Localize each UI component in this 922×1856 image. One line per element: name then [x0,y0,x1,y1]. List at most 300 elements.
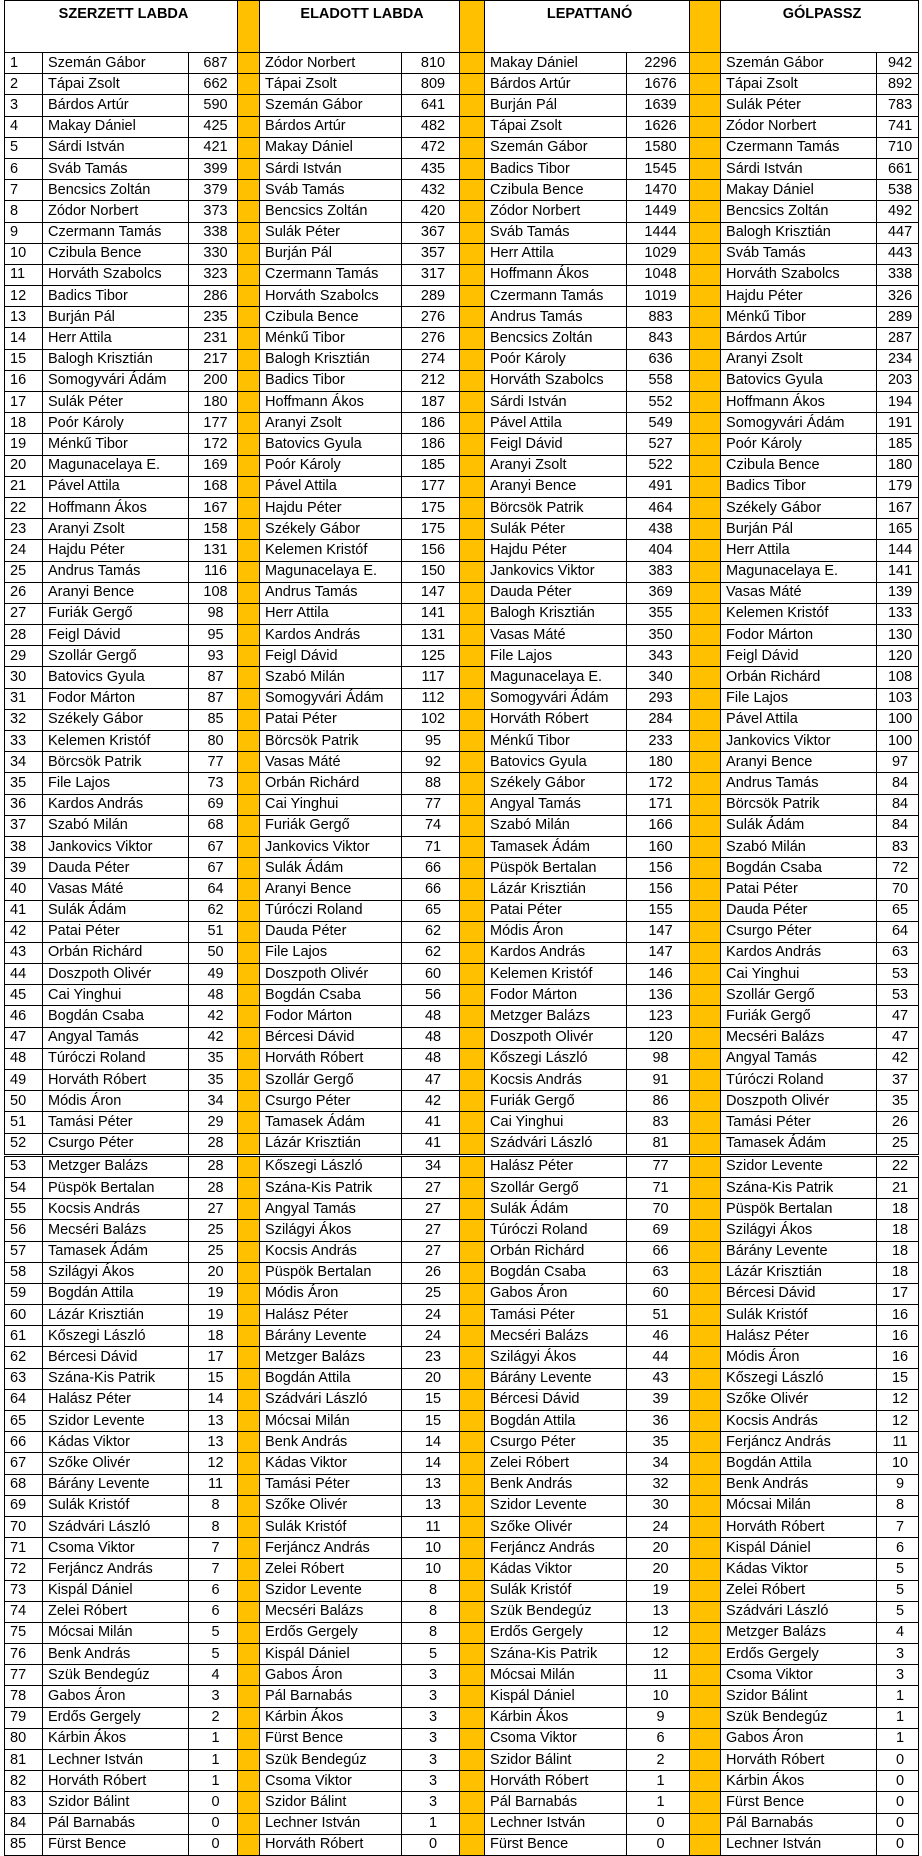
lepattano-value-cell: 383 [627,561,690,582]
column-separator [238,1771,260,1792]
column-separator [690,582,721,603]
table-row [5,1155,919,1177]
table-row [5,1686,919,1707]
szerzett-name-cell: Lechner István [43,1750,189,1771]
column-separator [460,158,485,179]
column-separator [460,900,485,921]
eladott-name-cell: Andrus Tamás [260,582,402,603]
eladott-value-cell: 15 [402,1411,460,1432]
table-row [5,1601,919,1622]
column-separator [460,1027,485,1048]
column-separator [238,1750,260,1771]
column-separator [690,1453,721,1474]
golpassz-name-cell: Balogh Krisztián [721,222,877,243]
szerzett-value-cell: 0 [189,1834,238,1855]
szerzett-name-cell: Sulák Kristóf [43,1495,189,1516]
column-separator [460,667,485,688]
column-separator [238,53,260,74]
rank-cell: 81 [5,1750,43,1771]
eladott-value-cell: 357 [402,243,460,264]
rank-cell: 35 [5,773,43,794]
rank-cell: 21 [5,476,43,497]
szerzett-name-cell: Andrus Tamás [43,561,189,582]
column-separator [460,1665,485,1686]
column-separator [238,1006,260,1027]
column-separator [238,561,260,582]
golpassz-value-cell: 139 [877,582,919,603]
column-separator [460,497,485,518]
rank-cell: 39 [5,858,43,879]
lepattano-name-cell: Sváb Tamás [485,222,627,243]
eladott-value-cell: 0 [402,1834,460,1855]
szerzett-name-cell: Kocsis András [43,1199,189,1220]
szerzett-value-cell: 18 [189,1326,238,1347]
lepattano-value-cell: 147 [627,942,690,963]
eladott-name-cell: Balogh Krisztián [260,349,402,370]
eladott-value-cell: 117 [402,667,460,688]
eladott-name-cell: Zelei Róbert [260,1559,402,1580]
golpassz-name-cell: Sárdi István [721,158,877,179]
eladott-value-cell: 27 [402,1241,460,1262]
rank-cell: 70 [5,1516,43,1537]
eladott-name-cell: Ferjáncz András [260,1538,402,1559]
eladott-name-cell: Pál Barnabás [260,1686,402,1707]
table-row [5,455,919,476]
rank-cell: 37 [5,815,43,836]
szerzett-value-cell: 73 [189,773,238,794]
szerzett-value-cell: 20 [189,1262,238,1283]
table-row [5,222,919,243]
szerzett-value-cell: 167 [189,497,238,518]
golpassz-name-cell: File Lajos [721,688,877,709]
column-separator [690,1326,721,1347]
szerzett-value-cell: 12 [189,1453,238,1474]
lepattano-value-cell: 350 [627,625,690,646]
column-separator [460,688,485,709]
lepattano-value-cell: 491 [627,476,690,497]
lepattano-value-cell: 404 [627,540,690,561]
lepattano-name-cell: Módis Áron [485,921,627,942]
lepattano-value-cell: 549 [627,413,690,434]
column-separator [238,1305,260,1326]
szerzett-name-cell: Makay Dániel [43,116,189,137]
szerzett-value-cell: 169 [189,455,238,476]
column-separator [460,180,485,201]
column-separator [690,476,721,497]
lepattano-value-cell: 180 [627,752,690,773]
szerzett-value-cell: 0 [189,1813,238,1834]
golpassz-value-cell: 443 [877,243,919,264]
column-separator [690,349,721,370]
szerzett-name-cell: Szollár Gergő [43,646,189,667]
rank-cell: 36 [5,794,43,815]
eladott-value-cell: 186 [402,413,460,434]
eladott-name-cell: Somogyvári Ádám [260,688,402,709]
eladott-value-cell: 11 [402,1516,460,1537]
table-row [5,53,919,74]
golpassz-name-cell: Bogdán Attila [721,1453,877,1474]
szerzett-value-cell: 1 [189,1728,238,1749]
column-separator [690,1686,721,1707]
table-row [5,921,919,942]
table-row [5,1305,919,1326]
eladott-value-cell: 3 [402,1665,460,1686]
eladott-value-cell: 27 [402,1177,460,1198]
column-separator [690,1474,721,1495]
golpassz-value-cell: 84 [877,773,919,794]
eladott-value-cell: 41 [402,1133,460,1155]
table-row [5,836,919,857]
golpassz-name-cell: Herr Attila [721,540,877,561]
golpassz-value-cell: 538 [877,180,919,201]
szerzett-value-cell: 85 [189,709,238,730]
column-separator [238,1601,260,1622]
eladott-value-cell: 48 [402,1006,460,1027]
table-row [5,1453,919,1474]
lepattano-name-cell: Lechner István [485,1813,627,1834]
table-row [5,243,919,264]
rank-cell: 29 [5,646,43,667]
lepattano-value-cell: 34 [627,1453,690,1474]
lepattano-value-cell: 156 [627,879,690,900]
lepattano-value-cell: 284 [627,709,690,730]
szerzett-value-cell: 4 [189,1665,238,1686]
column-separator [690,1771,721,1792]
eladott-value-cell: 125 [402,646,460,667]
eladott-value-cell: 8 [402,1601,460,1622]
szerzett-name-cell: Bárdos Artúr [43,95,189,116]
table-row [5,413,919,434]
column-separator [460,603,485,624]
golpassz-value-cell: 100 [877,731,919,752]
szerzett-value-cell: 42 [189,1006,238,1027]
eladott-name-cell: Szádvári László [260,1389,402,1410]
rank-cell: 64 [5,1389,43,1410]
column-separator [238,328,260,349]
eladott-value-cell: 23 [402,1347,460,1368]
column-separator [460,625,485,646]
lepattano-name-cell: Hajdu Péter [485,540,627,561]
golpassz-value-cell: 203 [877,370,919,391]
golpassz-value-cell: 18 [877,1220,919,1241]
szerzett-value-cell: 338 [189,222,238,243]
table-row [5,625,919,646]
column-separator [460,455,485,476]
szerzett-value-cell: 11 [189,1474,238,1495]
lepattano-name-cell: Mecséri Balázs [485,1326,627,1347]
column-separator [460,201,485,222]
column-separator [460,1326,485,1347]
rank-cell: 45 [5,985,43,1006]
szerzett-name-cell: Poór Károly [43,413,189,434]
column-separator [690,1112,721,1133]
rank-cell: 32 [5,709,43,730]
column-separator [460,1813,485,1834]
lepattano-value-cell: 438 [627,519,690,540]
column-separator [690,1432,721,1453]
lepattano-value-cell: 1626 [627,116,690,137]
table-row [5,158,919,179]
eladott-value-cell: 10 [402,1538,460,1559]
golpassz-name-cell: Szidor Levente [721,1155,877,1177]
eladott-name-cell: Szük Bendegúz [260,1750,402,1771]
szerzett-name-cell: Balogh Krisztián [43,349,189,370]
eladott-value-cell: 185 [402,455,460,476]
rank-cell: 68 [5,1474,43,1495]
eladott-name-cell: Dauda Péter [260,921,402,942]
golpassz-name-cell: Somogyvári Ádám [721,413,877,434]
szerzett-value-cell: 27 [189,1199,238,1220]
eladott-name-cell: Szilágyi Ákos [260,1220,402,1241]
lepattano-name-cell: Angyal Tamás [485,794,627,815]
eladott-name-cell: Szemán Gábor [260,95,402,116]
szerzett-value-cell: 1 [189,1771,238,1792]
lepattano-value-cell: 1676 [627,74,690,95]
column-separator [690,1601,721,1622]
szerzett-value-cell: 5 [189,1622,238,1643]
lepattano-value-cell: 12 [627,1644,690,1665]
column-separator [460,1112,485,1133]
eladott-name-cell: Püspök Bertalan [260,1262,402,1283]
eladott-value-cell: 48 [402,1048,460,1069]
column-separator [238,1728,260,1749]
eladott-name-cell: Fürst Bence [260,1728,402,1749]
lepattano-name-cell: Székely Gábor [485,773,627,794]
eladott-value-cell: 77 [402,794,460,815]
golpassz-value-cell: 191 [877,413,919,434]
szerzett-name-cell: Erdős Gergely [43,1707,189,1728]
lepattano-name-cell: Pál Barnabás [485,1792,627,1813]
szerzett-name-cell: Feigl Dávid [43,625,189,646]
rank-cell: 58 [5,1262,43,1283]
szerzett-value-cell: 28 [189,1133,238,1155]
eladott-value-cell: 175 [402,519,460,540]
szerzett-name-cell: Szemán Gábor [43,53,189,74]
szerzett-name-cell: Zelei Róbert [43,1601,189,1622]
eladott-value-cell: 276 [402,328,460,349]
column-separator [690,1622,721,1643]
column-separator [238,158,260,179]
szerzett-name-cell: Batovics Gyula [43,667,189,688]
lepattano-value-cell: 1639 [627,95,690,116]
column-separator [690,1559,721,1580]
lepattano-name-cell: Badics Tibor [485,158,627,179]
szerzett-name-cell: Fodor Márton [43,688,189,709]
table-row [5,1389,919,1410]
column-separator [238,392,260,413]
column-separator [238,307,260,328]
golpassz-name-cell: Fodor Márton [721,625,877,646]
szerzett-name-cell: Bogdán Csaba [43,1006,189,1027]
column-separator [238,455,260,476]
golpassz-value-cell: 287 [877,328,919,349]
header-szerzett-labda: SZERZETT LABDA [5,1,238,53]
szerzett-value-cell: 421 [189,137,238,158]
szerzett-name-cell: Gabos Áron [43,1686,189,1707]
table-row [5,731,919,752]
rank-cell: 18 [5,413,43,434]
column-separator [460,1389,485,1410]
eladott-name-cell: Fodor Márton [260,1006,402,1027]
szerzett-name-cell: Bárány Levente [43,1474,189,1495]
column-separator [238,836,260,857]
szerzett-value-cell: 95 [189,625,238,646]
szerzett-name-cell: Kőszegi László [43,1326,189,1347]
column-separator [690,1389,721,1410]
golpassz-value-cell: 179 [877,476,919,497]
rank-cell: 62 [5,1347,43,1368]
rank-cell: 71 [5,1538,43,1559]
column-separator [690,731,721,752]
szerzett-name-cell: Kispál Dániel [43,1580,189,1601]
eladott-value-cell: 150 [402,561,460,582]
column-separator [690,1665,721,1686]
golpassz-value-cell: 9 [877,1474,919,1495]
column-separator [238,773,260,794]
column-separator [690,1,721,53]
golpassz-name-cell: Poór Károly [721,434,877,455]
table-row [5,1580,919,1601]
eladott-value-cell: 186 [402,434,460,455]
golpassz-name-cell: Szük Bendegúz [721,1707,877,1728]
table-row [5,1432,919,1453]
szerzett-name-cell: Aranyi Bence [43,582,189,603]
golpassz-value-cell: 942 [877,53,919,74]
column-separator [690,815,721,836]
table-row [5,264,919,285]
rank-cell: 42 [5,921,43,942]
lepattano-name-cell: Bogdán Csaba [485,1262,627,1283]
lepattano-name-cell: Hoffmann Ákos [485,264,627,285]
column-separator [238,1432,260,1453]
lepattano-value-cell: 86 [627,1091,690,1112]
lepattano-value-cell: 120 [627,1027,690,1048]
golpassz-name-cell: Csurgo Péter [721,921,877,942]
column-separator [238,1792,260,1813]
szerzett-name-cell: Badics Tibor [43,286,189,307]
golpassz-value-cell: 447 [877,222,919,243]
table-row [5,794,919,815]
eladott-value-cell: 34 [402,1155,460,1177]
golpassz-name-cell: Sulák Ádám [721,815,877,836]
szerzett-name-cell: Szidor Bálint [43,1792,189,1813]
golpassz-value-cell: 37 [877,1070,919,1091]
column-separator [690,1006,721,1027]
column-separator [238,1283,260,1304]
lepattano-value-cell: 522 [627,455,690,476]
table-row [5,1347,919,1368]
eladott-name-cell: Börcsök Patrik [260,731,402,752]
column-separator [690,455,721,476]
rank-cell: 19 [5,434,43,455]
lepattano-value-cell: 0 [627,1813,690,1834]
szerzett-value-cell: 116 [189,561,238,582]
golpassz-name-cell: Szollár Gergő [721,985,877,1006]
column-separator [238,1411,260,1432]
lepattano-value-cell: 63 [627,1262,690,1283]
column-separator [238,540,260,561]
eladott-value-cell: 274 [402,349,460,370]
szerzett-name-cell: Halász Péter [43,1389,189,1410]
column-separator [460,1601,485,1622]
szerzett-name-cell: Sulák Péter [43,392,189,413]
column-separator [238,1262,260,1283]
szerzett-value-cell: 69 [189,794,238,815]
column-separator [238,1241,260,1262]
lepattano-name-cell: Kardos András [485,942,627,963]
lepattano-name-cell: Batovics Gyula [485,752,627,773]
rank-cell: 7 [5,180,43,201]
column-separator [690,1199,721,1220]
lepattano-name-cell: Gabos Áron [485,1283,627,1304]
lepattano-name-cell: Bencsics Zoltán [485,328,627,349]
column-separator [690,1707,721,1728]
rank-cell: 65 [5,1411,43,1432]
rank-cell: 6 [5,158,43,179]
column-separator [460,307,485,328]
szerzett-value-cell: 330 [189,243,238,264]
szerzett-name-cell: Horváth Róbert [43,1771,189,1792]
rank-cell: 31 [5,688,43,709]
rank-cell: 44 [5,964,43,985]
eladott-name-cell: Hoffmann Ákos [260,392,402,413]
szerzett-value-cell: 68 [189,815,238,836]
golpassz-name-cell: Sulák Kristóf [721,1305,877,1326]
rank-cell: 14 [5,328,43,349]
table-row [5,1326,919,1347]
szerzett-name-cell: Tamási Péter [43,1112,189,1133]
golpassz-name-cell: Aranyi Zsolt [721,349,877,370]
golpassz-name-cell: Horváth Róbert [721,1750,877,1771]
column-separator [690,1155,721,1177]
rank-cell: 15 [5,349,43,370]
golpassz-value-cell: 15 [877,1368,919,1389]
column-separator [238,116,260,137]
table-body [5,53,919,1856]
lepattano-name-cell: Vasas Máté [485,625,627,646]
golpassz-value-cell: 3 [877,1665,919,1686]
golpassz-name-cell: Ménkű Tibor [721,307,877,328]
szerzett-value-cell: 42 [189,1027,238,1048]
rank-cell: 33 [5,731,43,752]
rank-cell: 85 [5,1834,43,1855]
eladott-name-cell: Badics Tibor [260,370,402,391]
eladott-value-cell: 62 [402,921,460,942]
szerzett-value-cell: 235 [189,307,238,328]
table-row [5,561,919,582]
lepattano-name-cell: Fodor Márton [485,985,627,1006]
lepattano-value-cell: 98 [627,1048,690,1069]
golpassz-value-cell: 18 [877,1199,919,1220]
lepattano-value-cell: 1545 [627,158,690,179]
lepattano-value-cell: 12 [627,1622,690,1643]
lepattano-value-cell: 552 [627,392,690,413]
rank-cell: 43 [5,942,43,963]
szerzett-value-cell: 49 [189,964,238,985]
lepattano-name-cell: Szemán Gábor [485,137,627,158]
column-separator [238,497,260,518]
golpassz-name-cell: Szidor Bálint [721,1686,877,1707]
column-separator [238,1622,260,1643]
eladott-value-cell: 435 [402,158,460,179]
table-row [5,900,919,921]
table-row [5,1368,919,1389]
lepattano-name-cell: Cai Yinghui [485,1112,627,1133]
column-separator [690,1580,721,1601]
szerzett-value-cell: 425 [189,116,238,137]
column-separator [460,561,485,582]
szerzett-value-cell: 28 [189,1155,238,1177]
